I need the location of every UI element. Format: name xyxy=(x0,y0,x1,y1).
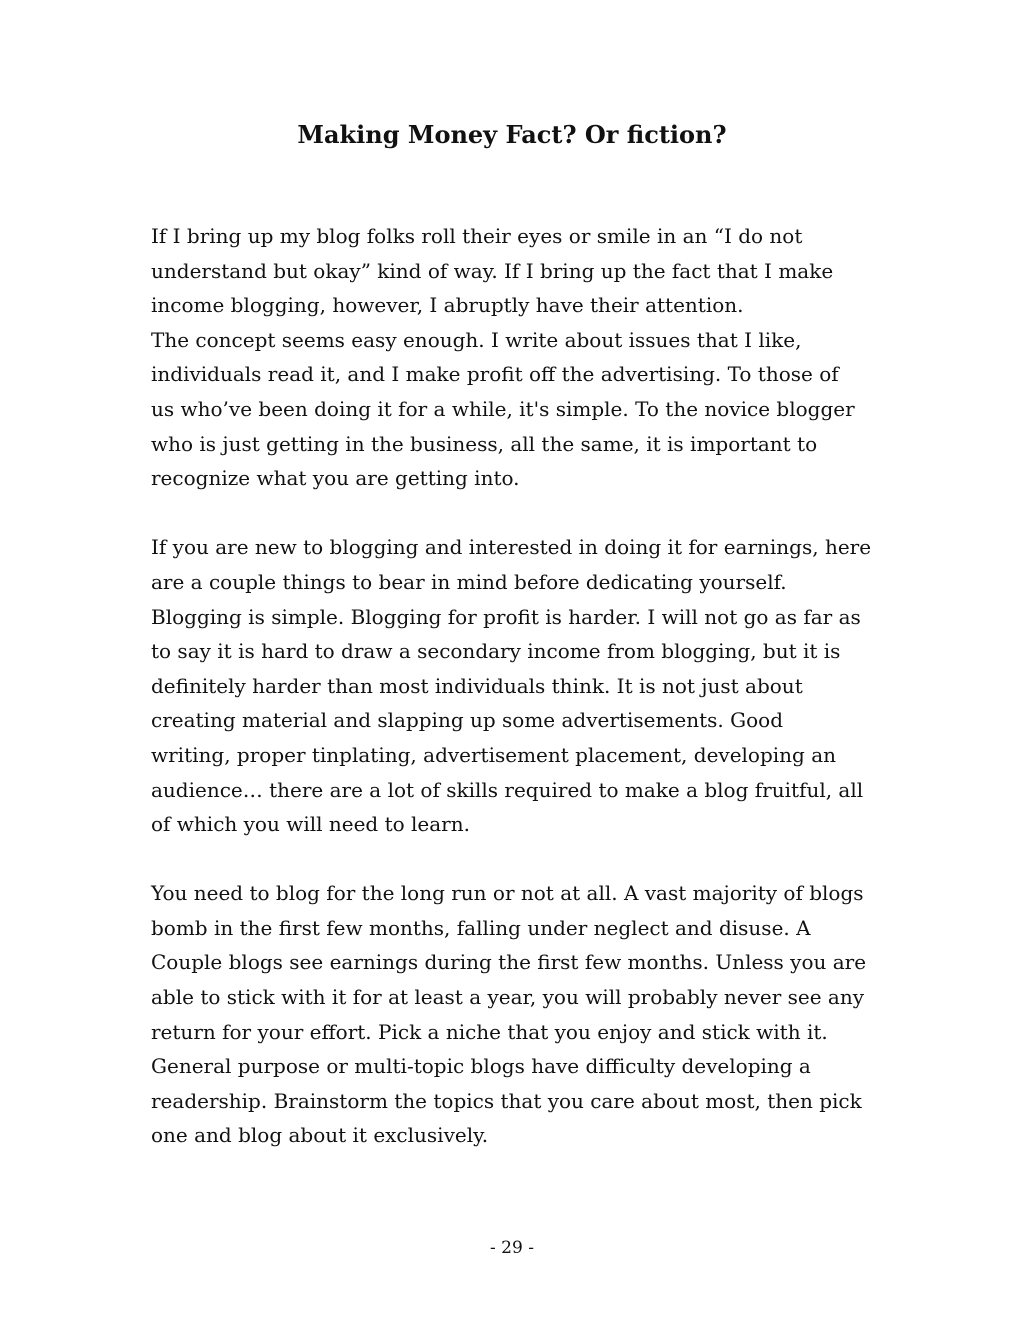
text-line: The concept seems easy enough. I write about issues that I like, xyxy=(151,327,802,352)
text-line: If I bring up my blog folks roll their eyes or smile in an “I do not xyxy=(151,224,803,248)
text-line: of which you will need to learn. xyxy=(151,812,470,837)
text-line: creating material and slapping up some advertisements. Good xyxy=(151,708,784,733)
text-line: to say it is hard to draw a secondary income from blogging, but it is xyxy=(151,639,841,664)
text-line: understand but okay” kind of way. If I bring up the fact that I make xyxy=(151,258,834,283)
text-line: us who’ve been doing it for a while, it's simple. To the novice blogger xyxy=(151,396,855,421)
text-line: able to stick with it for at least a year, you will probably never see any xyxy=(151,985,865,1010)
text-line: one and blog about it exclusively. xyxy=(151,1123,489,1148)
text-line: Blogging is simple. Blogging for profit is harder. I will not go as far as xyxy=(151,604,861,629)
text-line: audience… there are a lot of skills required to make a blog fruitful, all xyxy=(151,777,864,802)
text-line: return for your effort. Pick a niche that you enjoy and stick with it. xyxy=(151,1019,828,1044)
text-line: income blogging, however, I abruptly have their attention. xyxy=(151,293,744,318)
text-line: writing, proper tinplating, advertisement placement, developing an xyxy=(151,742,837,767)
paragraph xyxy=(151,219,891,496)
text-line: Couple blogs see earnings during the first few months. Unless you are xyxy=(151,950,867,975)
text-line: are a couple things to bear in mind before dedicating yourself. xyxy=(151,569,787,594)
paragraph-gap xyxy=(151,842,891,877)
page-number: - 29 - xyxy=(490,1238,534,1258)
text-line: General purpose or multi-topic blogs have difficulty developing a xyxy=(151,1054,811,1079)
paragraph xyxy=(151,530,891,841)
page-title: Making Money Fact? Or fiction? xyxy=(297,120,727,149)
text-line: recognize what you are getting into. xyxy=(151,466,520,491)
body-text xyxy=(151,219,891,1153)
text-line: You need to blog for the long run or not at all. A vast majority of blogs xyxy=(151,881,864,906)
text-line: bomb in the first few months, falling under neglect and disuse. A xyxy=(151,915,811,940)
text-line: who is just getting in the business, all the same, it is important to xyxy=(151,431,818,456)
text-line: readership. Brainstorm the topics that you care about most, then pick xyxy=(151,1088,862,1113)
text-line: definitely harder than most individuals think. It is not just about xyxy=(151,673,803,698)
paragraph xyxy=(151,876,891,1153)
paragraph-gap xyxy=(151,496,891,531)
text-line: individuals read it, and I make profit off the advertising. To those of xyxy=(151,362,839,387)
text-line: If you are new to blogging and interested in doing it for earnings, here xyxy=(151,535,872,560)
